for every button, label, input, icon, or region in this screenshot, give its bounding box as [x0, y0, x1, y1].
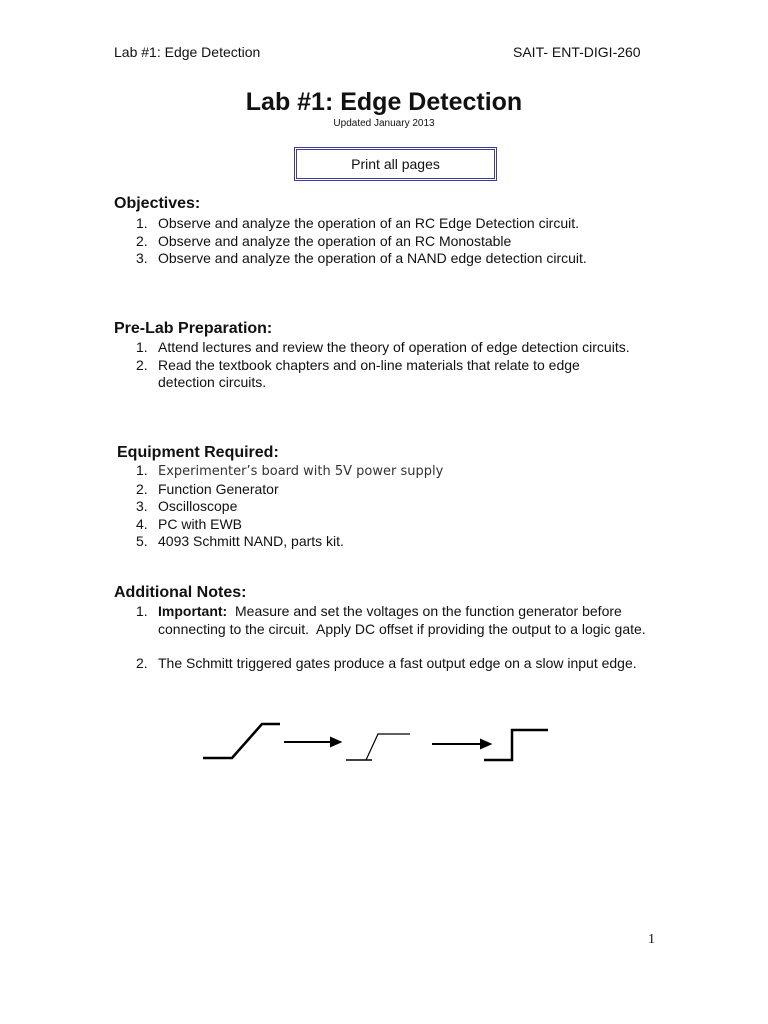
list-item	[114, 250, 654, 268]
arrow-icon	[284, 738, 340, 746]
list-number: 4.	[136, 515, 148, 532]
list-item	[114, 462, 634, 481]
notes-list	[114, 603, 659, 673]
list-text: PC with EWB	[158, 515, 243, 532]
schmitt-edge-diagram	[200, 718, 552, 768]
prelab-heading: Pre-Lab Preparation:	[114, 320, 273, 337]
objectives-heading: Objectives:	[114, 195, 201, 212]
list-number: 2.	[136, 655, 148, 671]
list-number: 3.	[136, 250, 148, 266]
list-text: Experimenter’s board with 5V power supply	[158, 464, 444, 479]
print-all-pages-label: Print all pages	[351, 156, 440, 172]
list-text: Measure and set the voltages on the function generator before connecting to the circuit. Apply DC offset if providing the output to a logic gate.	[158, 603, 646, 637]
list-text: Attend lectures and review the theory of operation of edge detection circuits.	[158, 339, 630, 355]
list-item	[114, 655, 659, 673]
list-number: 3.	[136, 498, 148, 514]
document-title: Lab #1: Edge Detection	[245, 88, 523, 116]
fast-output-edge-waveform	[484, 730, 548, 760]
list-text: Observe and analyze the operation of a NAND edge detection circuit.	[158, 250, 587, 266]
list-number: 2.	[136, 480, 148, 497]
page-number: 1	[648, 932, 655, 947]
list-text: Function Generator	[158, 480, 279, 497]
slow-input-edge-waveform	[203, 724, 280, 758]
list-item	[114, 533, 634, 551]
prelab-list	[114, 339, 634, 392]
list-number: 2.	[136, 232, 148, 249]
list-number: 1.	[136, 603, 148, 619]
list-spacer	[114, 638, 659, 655]
list-item	[114, 233, 654, 251]
important-label: Important:	[158, 603, 228, 619]
list-text: Observe and analyze the operation of an RC Edge Detection circuit.	[158, 215, 580, 231]
list-text: 4093 Schmitt NAND, parts kit.	[158, 533, 344, 549]
print-all-pages-box	[294, 147, 497, 181]
list-item	[114, 215, 654, 233]
list-number: 1.	[136, 215, 148, 231]
list-item	[114, 481, 634, 499]
list-text: Read the textbook chapters and on-line materials that relate to edge detection circuits.	[158, 356, 580, 390]
list-item	[114, 357, 634, 392]
running-header-right: SAIT- ENT-DIGI-260	[513, 44, 641, 60]
list-item	[114, 339, 634, 357]
list-number: 2.	[136, 356, 148, 373]
list-text: The Schmitt triggered gates produce a fast output edge on a slow input edge.	[158, 655, 637, 671]
equipment-heading: Equipment Required:	[117, 444, 279, 461]
arrow-icon	[432, 740, 490, 748]
list-text: Oscilloscope	[158, 498, 238, 514]
equipment-list	[114, 462, 634, 551]
list-item	[114, 603, 659, 638]
hysteresis-loop	[366, 734, 410, 760]
list-number: 1.	[136, 339, 148, 355]
list-number: 5.	[136, 533, 148, 549]
list-text: Observe and analyze the operation of an RC Monostable	[158, 232, 512, 249]
list-item	[114, 516, 634, 534]
list-item	[114, 498, 634, 516]
objectives-list	[114, 215, 654, 268]
running-header-left: Lab #1: Edge Detection	[114, 44, 261, 60]
list-number: 1.	[136, 462, 148, 478]
updated-date: Updated January 2013	[333, 118, 435, 129]
notes-heading: Additional Notes:	[114, 584, 247, 601]
